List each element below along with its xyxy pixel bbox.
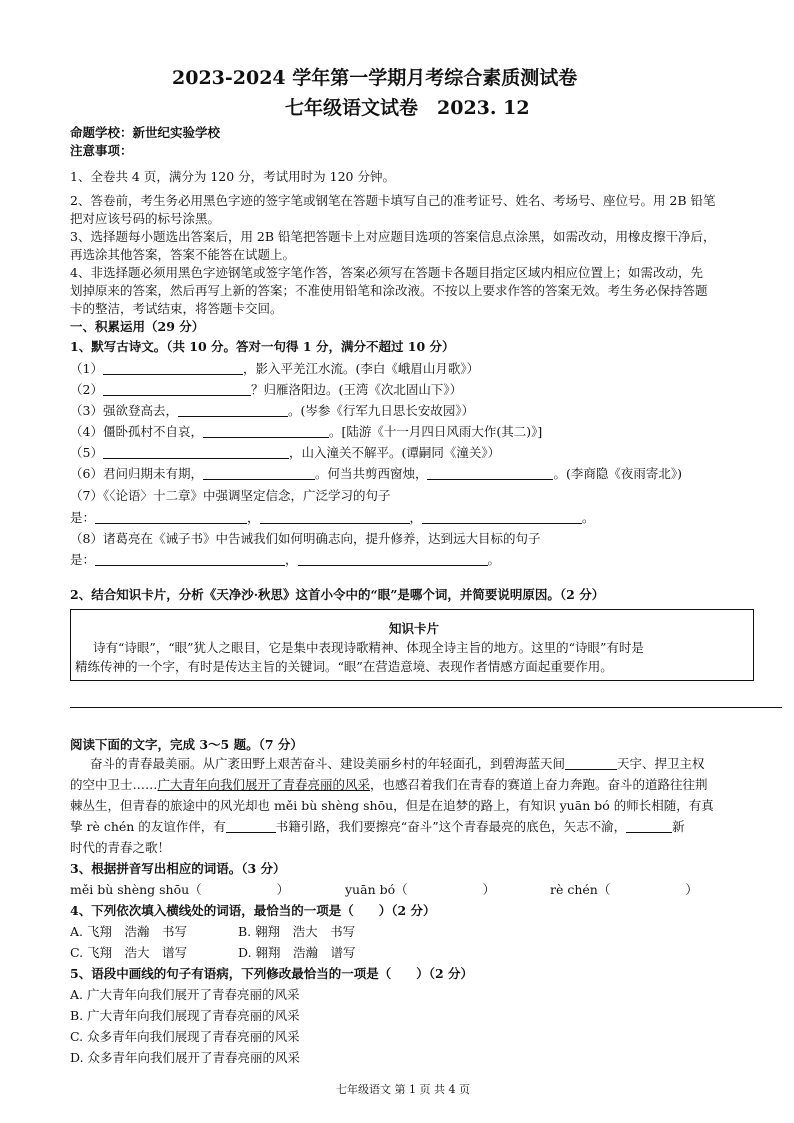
item-text: 强欲登高去， bbox=[102, 403, 178, 418]
notice-line: 1、全卷共 4 页，满分为 120 分，考试用时为 120 分钟。 bbox=[70, 169, 395, 184]
passage-text: 的空中卫士…… bbox=[70, 777, 158, 792]
pinyin-item: rè chén（ ） bbox=[550, 882, 698, 897]
dictation-item: （7）《〈论语〉十二章》中强调坚定信念，广泛学习的句子 bbox=[70, 488, 391, 503]
answer-blank[interactable] bbox=[203, 424, 329, 438]
answer-blank[interactable] bbox=[178, 403, 288, 417]
item-text: 君问归期未有期， bbox=[102, 466, 203, 481]
item-number: （4） bbox=[70, 424, 103, 439]
item-text: 僵卧孤村不自哀， bbox=[102, 424, 203, 439]
passage-line bbox=[70, 776, 708, 793]
notice-label: 注意事项： bbox=[70, 143, 133, 158]
item-text: 。 bbox=[487, 552, 501, 567]
dictation-item bbox=[70, 423, 542, 440]
notice-line: 把对应该号码的标号涂黑。 bbox=[70, 211, 221, 226]
question-4: 4、下列依次填入横线处的词语，最恰当的一项是（ ）（2 分） bbox=[70, 903, 436, 918]
dictation-item bbox=[70, 465, 682, 482]
item-text: ？归雁洛阳边。(王湾《次北固山下》） bbox=[250, 382, 463, 397]
question-3: 3、根据拼音写出相应的词语。（3 分） bbox=[70, 861, 286, 876]
underlined-sentence: 广大青年向我们展开了青春亮丽的风采 bbox=[157, 777, 371, 792]
passage-line bbox=[70, 818, 685, 835]
knowledge-card-text: 精练传神的一个字，有时是传达主旨的关键词。“眼”在营造意境、表现作者情感方面起重要作用。 bbox=[75, 659, 613, 674]
knowledge-card-text: 诗有“诗眼”，“眼”犹人之眼目，它是集中表现诗歌精神、体现全诗主旨的地方。这里的“诗眼”有时是 bbox=[93, 640, 644, 655]
answer-blank[interactable] bbox=[103, 382, 251, 396]
item-text: 是： bbox=[70, 510, 96, 525]
passage-text: 天宇、捍卫主权 bbox=[617, 756, 705, 771]
notice-line: 2、答卷前，考生务必用黑色字迹的签字笔或钢笔在答题卡填写自己的准考证号、姓名、考场号、座位号。用 2B 铅笔 bbox=[70, 193, 716, 208]
notice-line: 再选涂其他答案，答案不能答在试题上。 bbox=[70, 247, 296, 262]
item-text: ， bbox=[285, 552, 298, 567]
school-label: 命题学校：新世纪实验学校 bbox=[70, 125, 221, 140]
dictation-answer-row bbox=[70, 509, 595, 526]
item-number: （2） bbox=[70, 382, 103, 397]
passage-text: 奋斗的青春最美丽。从广袤田野上艰苦奋斗、建设美丽乡村的年轻面孔，到碧海蓝天间 bbox=[90, 756, 566, 771]
item-text: ， bbox=[409, 510, 423, 525]
dictation-item bbox=[70, 444, 500, 461]
answer-blank[interactable] bbox=[298, 552, 488, 566]
option-a[interactable]: A. 广大青年向我们展开了青春亮丽的风采 bbox=[70, 987, 300, 1002]
item-number: （6） bbox=[70, 466, 103, 481]
passage-blank[interactable] bbox=[626, 819, 672, 833]
dictation-item: （8）诸葛亮在《诫子书》中告诫我们如何明确志向，提升修养，达到远大目标的句子 bbox=[70, 531, 541, 546]
item-text: 。(岑参《行军九日思长安故园》） bbox=[287, 403, 475, 418]
notice-line: 3、选择题每小题选出答案后，用 2B 铅笔把答题卡上对应题目选项的答案信息点涂黑，如需改动，用橡皮擦干净后， bbox=[70, 229, 716, 244]
answer-blank[interactable] bbox=[95, 510, 247, 524]
item-number: （3） bbox=[70, 403, 103, 418]
answer-blank[interactable] bbox=[103, 361, 243, 375]
option-c[interactable]: C. 众多青年向我们展现了青春亮丽的风采 bbox=[70, 1029, 300, 1044]
option-b[interactable]: B. 广大青年向我们展现了青春亮丽的风采 bbox=[70, 1008, 300, 1023]
notice-line: 卡的整洁，考试结束，将答题卡交回。 bbox=[70, 301, 283, 316]
passage-line bbox=[90, 755, 705, 772]
passage-text: 挚 rè chén 的友谊作伴，有 bbox=[70, 819, 226, 834]
answer-blank[interactable] bbox=[95, 552, 285, 566]
knowledge-card bbox=[70, 609, 754, 681]
item-text: 是： bbox=[70, 552, 96, 567]
item-number: （5） bbox=[70, 445, 103, 460]
option-c[interactable]: C. 飞翔 浩大 谱写 bbox=[70, 945, 188, 960]
item-text: ，影入平羌江水流。(李白《峨眉山月歌》） bbox=[242, 361, 480, 376]
section-heading: 一、积累运用（29 分） bbox=[70, 319, 205, 334]
reading-intro: 阅读下面的文字，完成 3～5 题。（7 分） bbox=[70, 737, 303, 752]
exam-title: 2023-2024 学年第一学期月考综合素质测试卷 bbox=[172, 67, 578, 89]
passage-line: 时代的青春之歌！ bbox=[70, 840, 171, 855]
notice-line: 划掉原来的答案，然后再写上新的答案；不准使用铅笔和涂改液。不按以上要求作答的答案无效。考生务必保持答题 bbox=[70, 283, 708, 298]
dictation-item bbox=[70, 381, 462, 398]
pinyin-item: měi bù shèng shōu（ ） bbox=[70, 882, 290, 897]
pinyin-item: yuān bó（ ） bbox=[345, 882, 496, 897]
option-b[interactable]: B. 翱翔 浩大 书写 bbox=[238, 924, 356, 939]
passage-text: ，也感召着我们在青春的赛道上奋力奔跑。奋斗的道路往往荆 bbox=[370, 777, 708, 792]
item-text: 。 bbox=[582, 510, 595, 525]
dictation-answer-row bbox=[70, 551, 500, 568]
dictation-item bbox=[70, 402, 474, 419]
item-text: ，山入潼关不解平。(谭嗣同《潼关》） bbox=[288, 445, 501, 460]
passage-line: 棘丛生，但青春的旅途中的风光却也 měi bù shèng shōu，但是在追梦的路上，有知识 yuān bó 的师长相随，有真 bbox=[70, 798, 714, 813]
question-1-heading: 1、默写古诗文。（共 10 分。答对一句得 1 分，满分不超过 10 分） bbox=[70, 339, 455, 354]
passage-text: 新 bbox=[672, 819, 685, 834]
item-text: ， bbox=[247, 510, 260, 525]
question-2-heading: 2、结合知识卡片，分析《天净沙·秋思》这首小令中的“眼”是哪个词，并简要说明原因。（2 分） bbox=[70, 587, 605, 602]
item-text: 。何当共剪西窗烛， bbox=[314, 466, 428, 481]
answer-blank[interactable] bbox=[203, 466, 315, 480]
item-text: 。(李商隐《夜雨寄北》) bbox=[553, 466, 682, 481]
notice-line: 4、非选择题必须用黑色字迹钢笔或签字笔作答，答案必须写在答题卡各题目指定区域内相应位置上；如需改动，先 bbox=[70, 265, 703, 280]
answer-blank[interactable] bbox=[260, 510, 410, 524]
answer-blank[interactable] bbox=[427, 466, 553, 480]
answer-blank[interactable] bbox=[422, 510, 582, 524]
dictation-item bbox=[70, 360, 479, 377]
answer-line[interactable] bbox=[70, 707, 782, 708]
passage-text: 书籍引路，我们要擦亮“奋斗”这个青春最亮的底色，矢志不渝， bbox=[275, 819, 627, 834]
option-a[interactable]: A. 飞翔 浩瀚 书写 bbox=[70, 924, 187, 939]
passage-blank[interactable] bbox=[226, 819, 276, 833]
option-d[interactable]: D. 翱翔 浩瀚 谱写 bbox=[238, 945, 356, 960]
passage-blank[interactable] bbox=[565, 756, 617, 770]
option-d[interactable]: D. 众多青年向我们展开了青春亮丽的风采 bbox=[70, 1050, 301, 1065]
exam-subtitle: 七年级语文试卷 2023. 12 bbox=[285, 97, 530, 119]
answer-blank[interactable] bbox=[103, 445, 289, 459]
question-5: 5、语段中画线的句子有语病，下列修改最恰当的一项是（ ）（2 分） bbox=[70, 966, 473, 981]
item-number: （1） bbox=[70, 361, 103, 376]
item-text: 。[陆游《十一月四日风雨大作(其二)》] bbox=[328, 424, 543, 439]
knowledge-card-title: 知识卡片 bbox=[389, 621, 440, 636]
page-footer: 七年级语文 第 1 页 共 4 页 bbox=[336, 1083, 470, 1096]
